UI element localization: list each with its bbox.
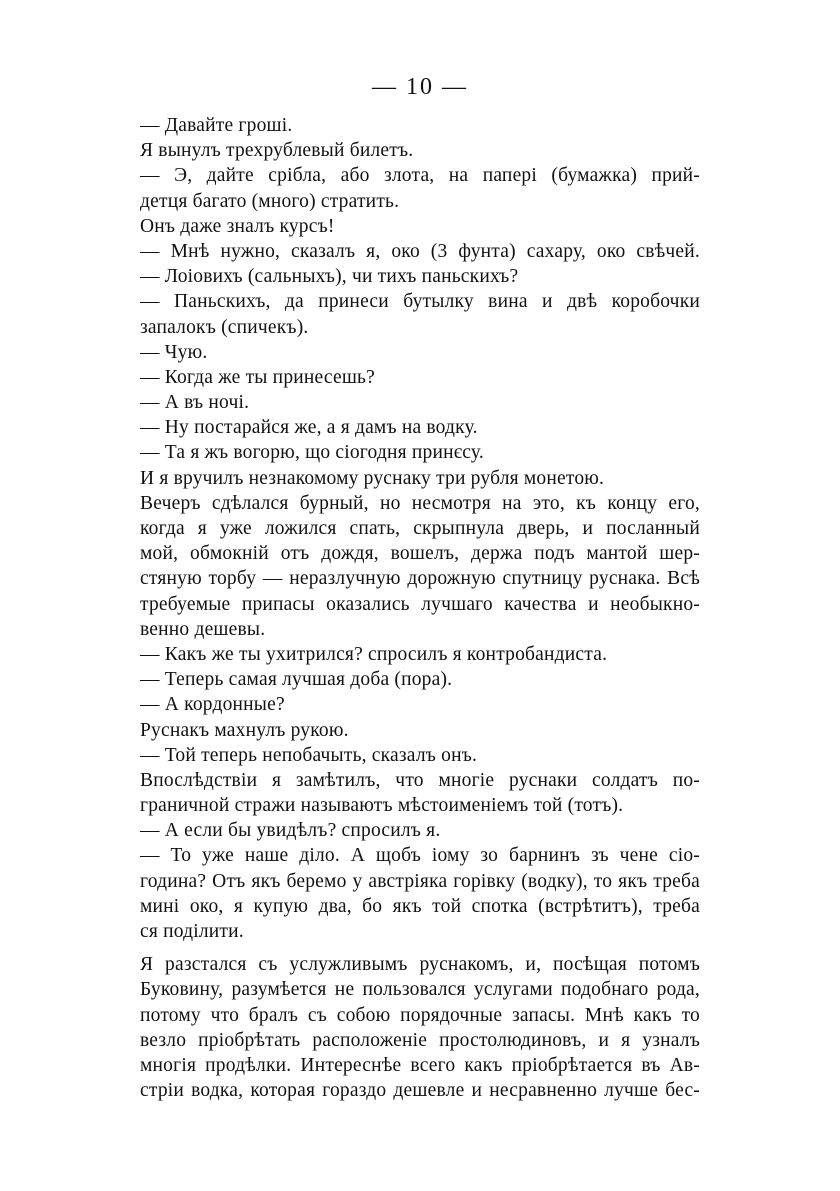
text-line: Онъ даже зналъ курсъ!: [140, 215, 335, 237]
text-line: везло прiобрѣтать расположенiе простолюдиновъ, и я узналъ: [140, 1029, 700, 1051]
text-line: — Мнѣ нужно, сказалъ я, око (3 фунта) сахару, око свѣчей.: [140, 240, 700, 262]
text-line: — Когда же ты принесешь?: [140, 366, 375, 388]
text-line: Я разстался съ услужливымъ руснакомъ, и, посѣщая потомъ: [140, 954, 700, 976]
text-line: Буковину, разумѣется не пользовался услугами подобнаго рода,: [140, 979, 700, 1001]
text-line: стяную торбу — неразлучную дорожную спутницу руснака. Всѣ: [140, 568, 700, 590]
text-line: — Лоiовихъ (сальныхъ), чи тихъ паньскихъ?: [140, 266, 519, 288]
text-line: мой, обмокнiй отъ дождя, вошелъ, держа подъ мантой шер-: [140, 543, 700, 565]
text-line: — Та я жъ вогорю, що сiогодня принєсу.: [140, 442, 484, 464]
text-line: Вечеръ сдѣлался бурный, но несмотря на это, къ концу его,: [140, 492, 700, 514]
text-line: — Чую.: [140, 341, 208, 363]
text-line: — То уже наше діло. А щобъ iому зо барнинъ зъ чене сiо-: [140, 845, 700, 867]
text-line: стрiи водка, которая гораздо дешевле и несравненно лучше бес-: [140, 1080, 700, 1102]
text-line: граничной стражи называютъ мѣстоименiемъ той (тотъ).: [140, 795, 624, 817]
text-line: — Давайте гроші.: [140, 115, 293, 136]
text-line: — Какъ же ты ухитрился? спросилъ я контробандиста.: [140, 643, 608, 665]
text-line: требуемые припасы оказались лучшаго качества и необыкно-: [140, 593, 700, 615]
text-line: — А въ ночі.: [140, 392, 250, 414]
text-line: — А если бы увидѣлъ? спросилъ я.: [140, 820, 441, 842]
text-line: запалокъ (спичекъ).: [140, 316, 309, 338]
text-line: детця багато (много) стратить.: [140, 190, 400, 212]
text-line: — Паньскихъ, да принеси бутылку вина и двѣ коробочки: [140, 291, 700, 313]
text-line: мині око, я купую два, бо якъ той спотка (встрѣтитъ), треба: [140, 895, 700, 917]
text-line: И я вручилъ незнакомому руснаку три рубля монетою.: [140, 467, 605, 489]
text-line: венно дешевы.: [140, 618, 266, 640]
text-line: потому что бралъ съ собою порядочные запасы. Мнѣ какъ то: [140, 1004, 700, 1026]
page-body-text: [140, 113, 700, 1103]
text-line: — Теперь самая лучшая доба (пора).: [140, 669, 453, 691]
text-line: Руснакъ махнулъ рукою.: [140, 719, 349, 741]
text-line: ся подiлити.: [140, 921, 244, 942]
text-line: — Э, дайте срібла, або злота, на папері (бумажка) прий-: [140, 165, 700, 187]
text-line: Я вынулъ трехрублевый билетъ.: [140, 140, 414, 162]
text-line: година? Отъ якъ беремо у австрiяка горiвку (водку), то якъ треба: [140, 870, 700, 892]
page-number: — 10 —: [372, 74, 468, 100]
text-line: — А кордонные?: [140, 694, 285, 716]
text-line: когда я уже ложился спать, скрыпнула дверь, и посланный: [140, 518, 700, 539]
text-line: — Той теперь непобачыть, сказалъ онъ.: [140, 744, 478, 766]
text-line: — Ну постарайся же, а я дамъ на водку.: [140, 417, 478, 439]
text-line: Впослѣдствiи я замѣтилъ, что многіе руснаки солдатъ по-: [140, 769, 700, 791]
text-line: многія продѣлки. Интереснѣе всего какъ прiобрѣтается въ Ав-: [140, 1054, 700, 1076]
